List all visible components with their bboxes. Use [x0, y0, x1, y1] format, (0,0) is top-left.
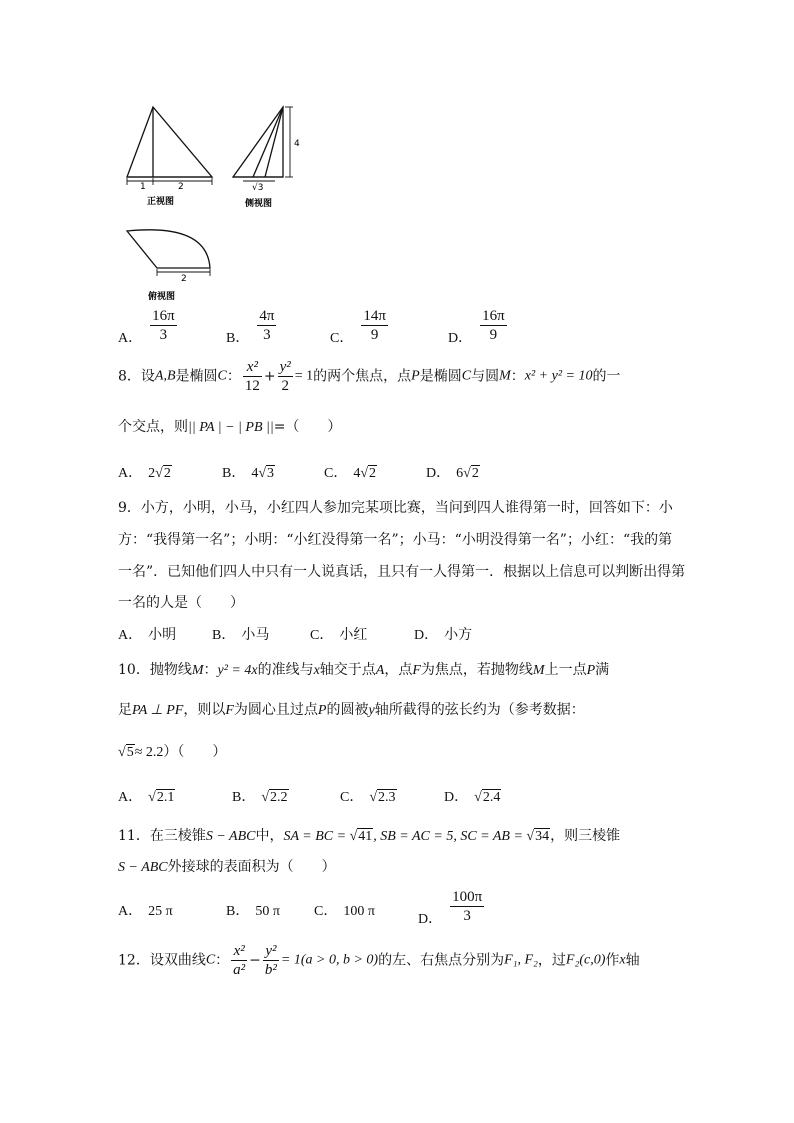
side-dim-bottom: √3: [252, 183, 264, 193]
question-8-line-2: 个交点，则|| PA | − | PB ||=（ ）: [118, 419, 342, 435]
q7-option-a: A． $\frac{16\pi}{3}$: [118, 308, 175, 346]
top-caption: 俯视图: [148, 292, 176, 302]
q10-option-a: A． √2.1: [118, 790, 175, 805]
front-caption: 正视图: [147, 197, 175, 207]
q8-option-b: B． 4√3: [222, 466, 275, 481]
front-dim-2: 2: [178, 182, 184, 192]
q10-option-d: D． √2.4: [444, 790, 501, 805]
question-12-line-1: 12．设双曲线C： $\frac{\text{x²}}{\text{a²}}$ − $\frac{\text{y²}}{\text{b²}}$ = 1(a > 0, b > 0)的左、右焦点分别为F₁, F₂，过F₂(c,0)作x轴: [118, 943, 640, 978]
top-view: [127, 230, 210, 276]
three-view-figure: [115, 95, 315, 307]
side-caption: 侧视图: [245, 199, 273, 209]
question-11-line-2: S − ABC外接球的表面积为（ ）: [118, 859, 336, 875]
top-dim: 2: [181, 274, 187, 284]
question-11-line-1: 11．在三棱锥S − ABC中，SA = BC = √41, SB = AC = 5, SC = AB = √34，则三棱锥: [118, 828, 621, 844]
side-dim-height: 4: [294, 139, 300, 149]
question-10-line-3: √5≈ 2.2）（ ）: [118, 744, 227, 760]
q11-option-d: D． $\frac{100\pi}{3}$: [418, 889, 483, 927]
q8-option-c: C． 4√2: [324, 466, 377, 481]
q10-option-c: C． √2.3: [340, 790, 396, 805]
q11-option-b: B． 50 π: [226, 904, 280, 919]
q9-option-b: B． 小马: [212, 627, 270, 643]
question-9-line-3: 一名”．已知他们四人中只有一人说真话，且只有一人得第一．根据以上信息可以判断出得第: [118, 564, 686, 580]
q9-option-c: C． 小红: [310, 627, 368, 643]
q7-option-b: B． $\frac{4\pi}{3}$: [226, 308, 275, 346]
q11-option-c: C． 100 π: [314, 904, 375, 919]
question-9-line-1: 9．小方，小明，小马，小红四人参加完某项比赛，当问到四人谁得第一时，回答如下：小: [118, 500, 673, 516]
side-view: [233, 107, 293, 181]
question-10-line-1: 10．抛物线M：y² = 4x的准线与x轴交于点A，点F为焦点，若抛物线M上一点P满: [118, 662, 610, 678]
q7-option-d: D． $\frac{16\pi}{9}$: [448, 308, 505, 346]
q10-option-b: B． √2.2: [232, 790, 288, 805]
q9-option-a: A． 小明: [118, 627, 177, 643]
question-9-line-2: 方：“我得第一名”；小明：“小红没得第一名”；小马：“小明没得第一名”；小红：“我的第: [118, 532, 673, 548]
front-view: [127, 107, 212, 185]
question-8-line-1: 8．设A,B是椭圆C： $\frac{\text{x²}}{12}$ + $\frac{\text{y²}}{2}$ = 1的两个焦点，点P是椭圆C与圆M：x² + y² = 10的一: [118, 359, 621, 394]
question-10-line-2: 足PA ⊥ PF，则以F为圆心且过点P的圆被y轴所截得的弦长约为（参考数据：: [118, 702, 585, 718]
q8-option-d: D． 6√2: [426, 466, 479, 481]
q9-option-d: D． 小方: [414, 627, 473, 643]
q11-option-a: A． 25 π: [118, 904, 173, 919]
q7-option-c: C． $\frac{14\pi}{9}$: [330, 308, 386, 346]
question-9-line-4: 一名的人是（ ）: [118, 595, 244, 611]
front-dim-1: 1: [140, 182, 146, 192]
q8-option-a: A． 2√2: [118, 466, 171, 481]
